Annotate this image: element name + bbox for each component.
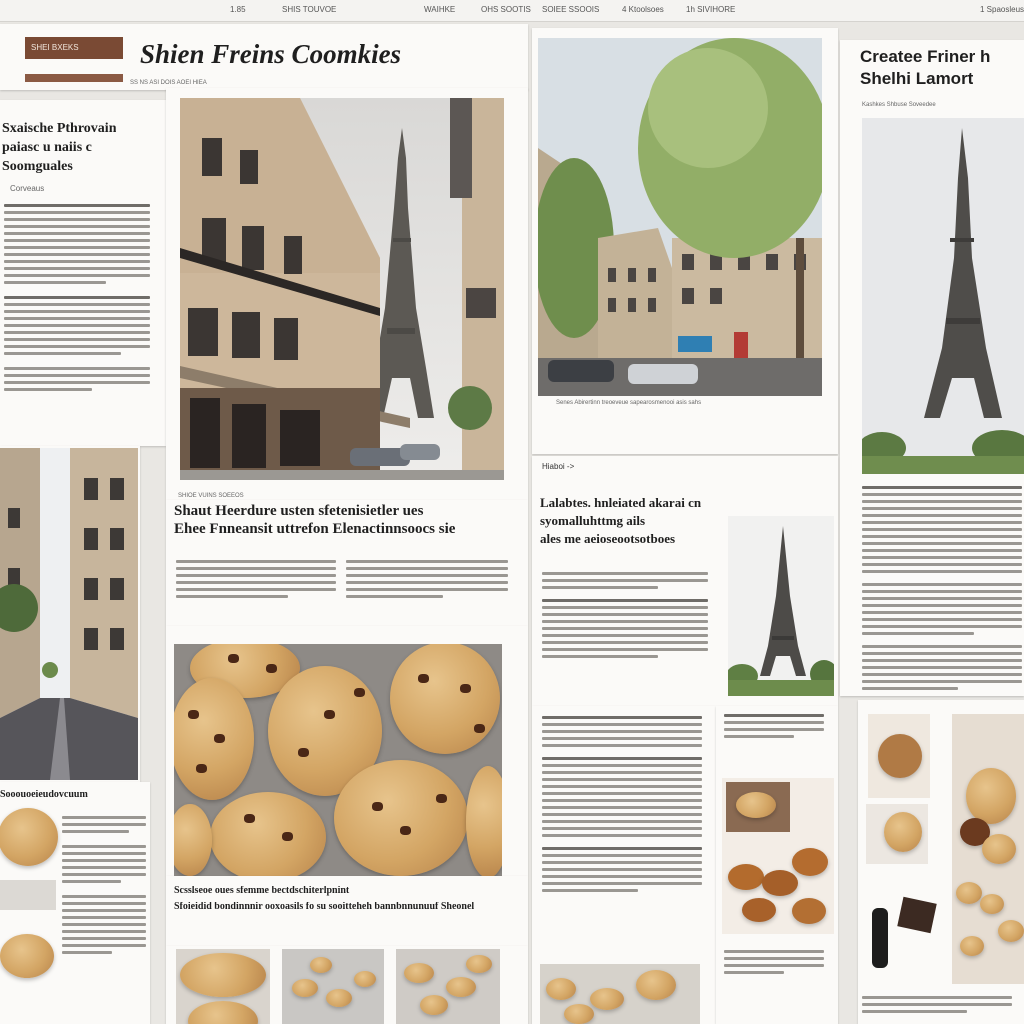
paris-narrow-street-image [0,448,138,780]
center-article-col-2 [346,560,508,602]
left-bottom-label: Sooouoeieudovcuum [0,790,88,800]
gingerbread-image [868,714,930,798]
tree-photo-caption: Senes Abirertinn treoeveue sapearosmenooi asis sahs [556,400,702,406]
middle-right-body [542,572,708,662]
right-bottom-collage-panel [858,700,1024,1024]
topbar-item[interactable]: SHIS TOUVOE [282,5,337,14]
paris-tree-street-image [538,38,822,396]
masthead-rule [25,74,123,82]
cookie-photo-panel [166,626,528,876]
middle-right-headline-1: Lalabtes. hnleiated akarai cn [540,496,702,510]
left-bottom-panel [0,782,150,1024]
cookies-on-paper-image [540,964,700,1024]
cookie-pile-image [952,714,1024,984]
middle-lower-text-panel [532,706,716,1024]
topbar-item[interactable]: 1 Spaosleus [980,5,1024,14]
middle-right-headline-2: syomalluhttmg ails [540,514,646,528]
pastry-body [724,714,824,742]
masthead-tag: SHEI BXEKS [25,37,123,59]
masthead-panel [0,24,528,90]
pastry-caption [724,950,824,978]
middle-right-headline-3: ales me aeioseootsotboes [540,532,676,546]
right-article-body [862,486,1022,694]
paris-street-eiffel-image [180,98,504,480]
center-article-panel [166,500,528,626]
left-article-heading-2: paiasc u naiis c [2,141,92,155]
eiffel-tower-large-image [862,118,1024,474]
tree-street-panel [532,28,838,454]
pastries-image [722,778,834,934]
topbar-item[interactable]: OHS SOOTIS [481,5,531,14]
topbar-item[interactable]: SOIEE SSOOIS [542,5,600,14]
topbar-item[interactable]: WAIHKE [424,5,456,14]
cookie-thumbnail-2[interactable] [282,949,384,1024]
center-article-col-1 [176,560,336,602]
cookie-thumbnail-1[interactable] [176,949,270,1024]
right-bottom-caption [862,996,1012,1017]
chocolate-image [897,897,936,933]
cookie-stack-image [0,934,54,978]
middle-right-kicker: Hiaboi -> [542,462,575,471]
pastry-panel [716,706,838,1024]
left-article-heading-3: Soomguales [2,160,73,174]
top-nav-bar [0,0,1024,22]
center-article-headline-2: Ehee Fnneansit uttrefon Elenactinnsoocs sie [174,522,456,537]
topbar-item[interactable]: 1h SIVIHORE [686,5,736,14]
left-article-panel [0,100,166,446]
left-street-panel [0,446,140,782]
left-bottom-body [62,816,146,958]
middle-right-article-panel [532,456,838,706]
left-article-heading-1: Sxaische Pthrovain [2,122,117,136]
right-article-title-1: Createe Friner h [860,48,991,66]
topbar-item[interactable]: 1.85 [230,5,246,14]
right-article-panel [840,40,1024,696]
masthead-title: Shien Freins Coomkies [140,40,402,69]
right-article-byline: Kashkes Shbuse Soveedee [862,102,936,108]
eiffel-tower-small-image [728,516,834,696]
plate-image [0,880,56,910]
left-article-body [4,204,150,395]
cookie-caption-panel [166,876,528,946]
phone-image [872,908,888,968]
cookie-thumbnail-3[interactable] [396,949,500,1024]
cookie-caption-line-1: Scsslseoe oues sfemme bectdschiterlpnint [174,886,350,896]
cookie-thumbnails-panel [166,946,528,1024]
masthead-subline: SS NS ASI DOIS AOEI HIEA [130,80,207,86]
center-photo-panel [166,88,528,500]
center-photo-caption: SHIOE VUINS SOEEOS [178,493,244,499]
cookie-caption-line-2: Sfoieidid bondinnnir ooxoasils fo su sooitteheh bannbnnunuuf Sheonel [174,902,475,912]
topbar-item[interactable]: 4 Ktoolsoes [622,5,664,14]
right-article-title-2: Shelhi Lamort [860,70,974,88]
cookie-image-small [0,808,58,866]
chocolate-chip-cookies-image [174,644,502,876]
center-article-headline-1: Shaut Heerdure usten sfetenisietler ues [174,504,424,519]
cookie-bag-image [866,804,928,864]
middle-lower-body [542,716,702,896]
left-article-byline: Corveaus [10,184,45,193]
